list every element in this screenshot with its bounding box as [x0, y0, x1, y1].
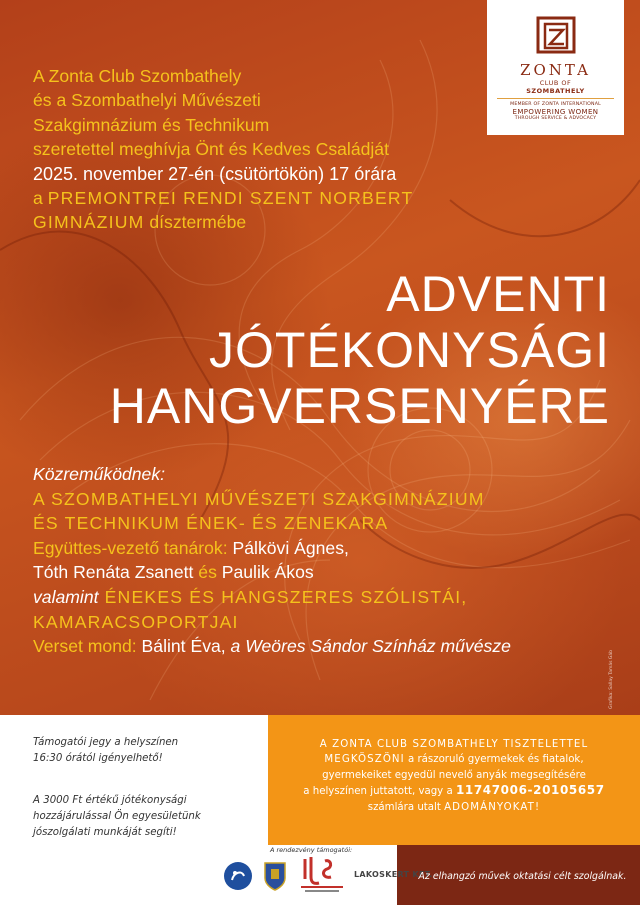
intro-line-7 — [33, 210, 413, 234]
logo-empowering: EMPOWERING WOMEN — [512, 108, 599, 116]
logo-through: THROUGH SERVICE & ADVOCACY — [514, 116, 597, 121]
supporters-label: A rendezvény támogatói: — [270, 846, 353, 854]
thanks-line-4 — [281, 783, 627, 799]
soloists-line-2: KAMARACSOPORTJAI — [33, 611, 239, 632]
donation-info — [33, 793, 201, 841]
logo-club — [487, 79, 624, 95]
logo-name: ZONTA — [520, 61, 591, 79]
thanks-word: MEGKÖSZÖNI — [324, 754, 405, 766]
event-title — [0, 266, 610, 434]
intro-line-4-text: szeretettel meghívja Önt és Kedves Családját — [33, 139, 389, 160]
thanks-line-5 — [281, 800, 627, 815]
intro-line-1: A Zonta Club Szombathely — [33, 66, 242, 86]
teacher-3: Paulik Ákos — [221, 562, 314, 583]
venue-name-part2: GIMNÁZIUM — [33, 212, 145, 233]
soloists-also: valamint — [33, 586, 99, 607]
title-line-1: ADVENTI — [386, 266, 610, 322]
title-line-3: HANGVERSENYÉRE — [109, 378, 610, 434]
sponsor-logo-1-icon — [224, 862, 252, 890]
teachers-and: és — [193, 562, 222, 583]
ensemble-line-2: ÉS TECHNIKUM ÉNEK- ÉS ZENEKARA — [33, 513, 389, 534]
reciter-line — [33, 634, 511, 659]
soloists-line-1 — [33, 585, 511, 610]
event-date: 2025. november 27-én (csütörtökön) 17 órára — [33, 163, 397, 184]
venue-hall: dísztermébe — [144, 212, 247, 233]
thanks-line-2 — [281, 752, 627, 767]
donation-line-1: A 3000 Ft értékű jótékonysági — [33, 795, 187, 806]
venue-name-part1: PREMONTREI RENDI SZENT NORBERT — [47, 188, 414, 209]
reciter-role: a Weöres Sándor Színház művésze — [225, 636, 511, 657]
zonta-logo — [487, 0, 624, 135]
thanks-line-5-text: számlára utalt — [367, 801, 445, 813]
ticket-line-1: Támogatói jegy a helyszínen — [33, 737, 179, 748]
intro-line-2: és a Szombathelyi Művészeti — [33, 90, 261, 111]
teacher-1: Pálkövi Ágnes, — [227, 537, 349, 558]
intro-line-6-prefix: a — [33, 188, 48, 209]
intro-line-4 — [33, 137, 413, 161]
sponsor-logo-2 — [262, 860, 288, 892]
performers-section — [33, 462, 511, 659]
logo-club-line2: SZOMBATHELY — [526, 87, 585, 95]
donation-line-3: jószolgálati munkáját segíti! — [33, 827, 177, 838]
bank-account-number: 11747006-20105657 — [455, 783, 605, 798]
logo-club-line1: CLUB OF — [539, 79, 572, 87]
thanks-line-2-text: a rászoruló gyermekek és fiatalok, — [404, 754, 584, 766]
sponsor-logo-3 — [297, 855, 347, 895]
intro-line-6 — [33, 186, 413, 210]
zonta-emblem-icon — [536, 14, 576, 54]
thanks-text — [281, 737, 627, 815]
thanks-line-4-text: a helyszínen juttatott, vagy a — [303, 786, 456, 798]
sponsor-lakoskert: LAKOSKERT KFT. — [354, 870, 433, 879]
teachers-line-2 — [33, 560, 511, 585]
ticket-line-2: 16:30 órától igényelhető! — [33, 753, 163, 764]
teacher-2: Tóth Renáta Zsanett — [33, 562, 194, 583]
soloists-text-1: ÉNEKES ÉS HANGSZERES SZÓLISTÁI, — [98, 586, 468, 607]
school-logo-icon — [297, 855, 347, 895]
sponsor-logo-1 — [224, 862, 252, 890]
ensemble-line-1: A SZOMBATHELYI MŰVÉSZETI SZAKGIMNÁZIUM — [33, 488, 485, 509]
invitation-text — [33, 64, 413, 235]
graphic-credit: Grafika: Sallay Tamás Gáb — [609, 650, 614, 709]
donation-line-2: hozzájárulással Ön egyesületünk — [33, 811, 201, 822]
performers-heading: Közreműködnek: — [33, 464, 166, 484]
reciter-name: Bálint Éva, — [136, 636, 226, 657]
logo-divider — [497, 98, 614, 99]
reciter-label: Verset mond: — [33, 636, 137, 657]
intro-line-3: Szakgimnázium és Technikum — [33, 114, 270, 135]
thanks-line-3: gyermekeiket egyedül nevelő anyák megsegítésére — [322, 769, 586, 781]
thanks-line-1: A ZONTA CLUB SZOMBATHELY TISZTELETTEL — [319, 739, 589, 750]
footer-note: Az elhangzó művek oktatási célt szolgálnak. — [418, 871, 627, 882]
donations-word: ADOMÁNYOKAT! — [444, 801, 541, 813]
logo-member: MEMBER OF ZONTA INTERNATIONAL — [510, 102, 601, 107]
ticket-info — [33, 735, 178, 767]
title-line-2: JÓTÉKONYSÁGI — [209, 322, 610, 378]
coat-of-arms-icon — [262, 860, 288, 892]
teachers-line-1 — [33, 536, 511, 561]
teachers-label: Együttes-vezető tanárok: — [33, 537, 228, 558]
